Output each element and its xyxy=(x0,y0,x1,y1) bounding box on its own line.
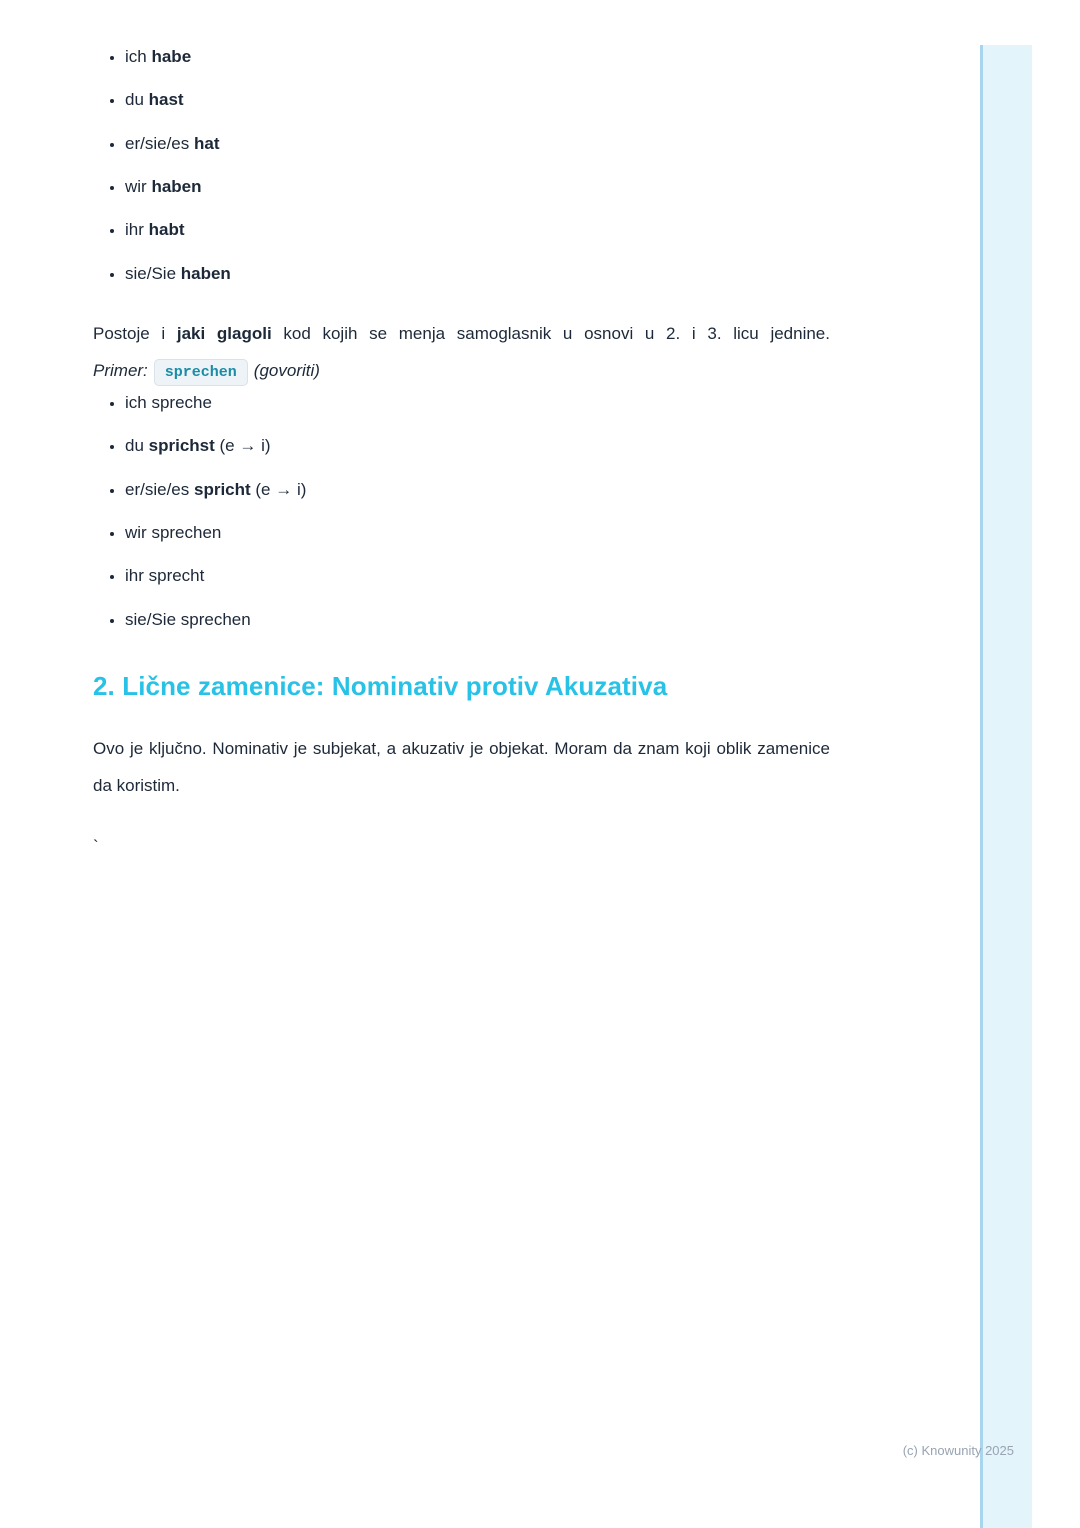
list-item-bold: sprichst xyxy=(148,436,215,456)
list-item-bold: hast xyxy=(148,90,184,110)
paragraph-text: kod kojih se menja samoglasnik u osnovi u 2. i 3. licu jednine. xyxy=(271,324,830,344)
list-item-text: er/sie/es xyxy=(125,133,194,153)
haben-conjugation-list xyxy=(93,44,830,287)
list-item-text: (e → i) xyxy=(250,479,307,499)
list-item xyxy=(125,563,830,589)
list-item xyxy=(125,87,830,113)
list-item xyxy=(125,433,830,459)
paragraph-text: Postoje i xyxy=(93,324,177,344)
copyright-notice: (c) Knowunity 2025 xyxy=(902,1443,1014,1458)
list-item-text: (e → i) xyxy=(214,436,271,456)
list-item xyxy=(125,131,830,157)
list-item-text: sie/Sie sprechen xyxy=(125,609,251,629)
list-item-text: wir xyxy=(125,177,152,197)
list-item-bold: haben xyxy=(151,177,202,197)
list-item-text: er/sie/es xyxy=(125,479,194,499)
strong-verbs-paragraph xyxy=(93,315,830,390)
list-item-text: ihr xyxy=(125,220,149,240)
code-chip-sprechen: sprechen xyxy=(154,359,248,386)
list-item-text: ich xyxy=(125,47,152,66)
paragraph-bold: jaki glagoli xyxy=(176,324,272,344)
pronouns-intro-paragraph: Ovo je ključno. Nominativ je subjekat, a akuzativ je objekat. Moram da znam koji oblik zamenice da koristim. xyxy=(93,738,830,796)
list-item xyxy=(125,520,830,546)
list-item-bold: habe xyxy=(151,47,192,66)
list-item-bold: haben xyxy=(180,263,231,283)
list-item-text: du xyxy=(125,436,149,456)
list-item xyxy=(125,261,830,287)
list-item-text: sie/Sie xyxy=(125,263,181,283)
section-heading-pronouns: 2. Lične zamenice: Nominativ protiv Akuzativa xyxy=(93,670,668,701)
list-item-bold: habt xyxy=(148,220,185,240)
list-item xyxy=(125,44,830,70)
paragraph-italic: Primer: xyxy=(93,361,148,381)
list-item-text: du xyxy=(125,90,149,110)
list-item-text: ich spreche xyxy=(125,392,212,412)
list-item-bold: spricht xyxy=(193,479,251,499)
list-item xyxy=(125,607,830,633)
paragraph-italic: (govoriti) xyxy=(253,361,320,381)
sprechen-conjugation-list xyxy=(93,390,830,633)
list-item-text: ihr sprecht xyxy=(125,566,205,586)
list-item xyxy=(125,217,830,243)
list-item xyxy=(125,174,830,200)
stray-backtick: ` xyxy=(93,836,99,856)
list-item xyxy=(125,477,830,503)
list-item-bold: hat xyxy=(193,133,220,153)
list-item xyxy=(125,390,830,416)
list-item-text: wir sprechen xyxy=(125,522,222,542)
